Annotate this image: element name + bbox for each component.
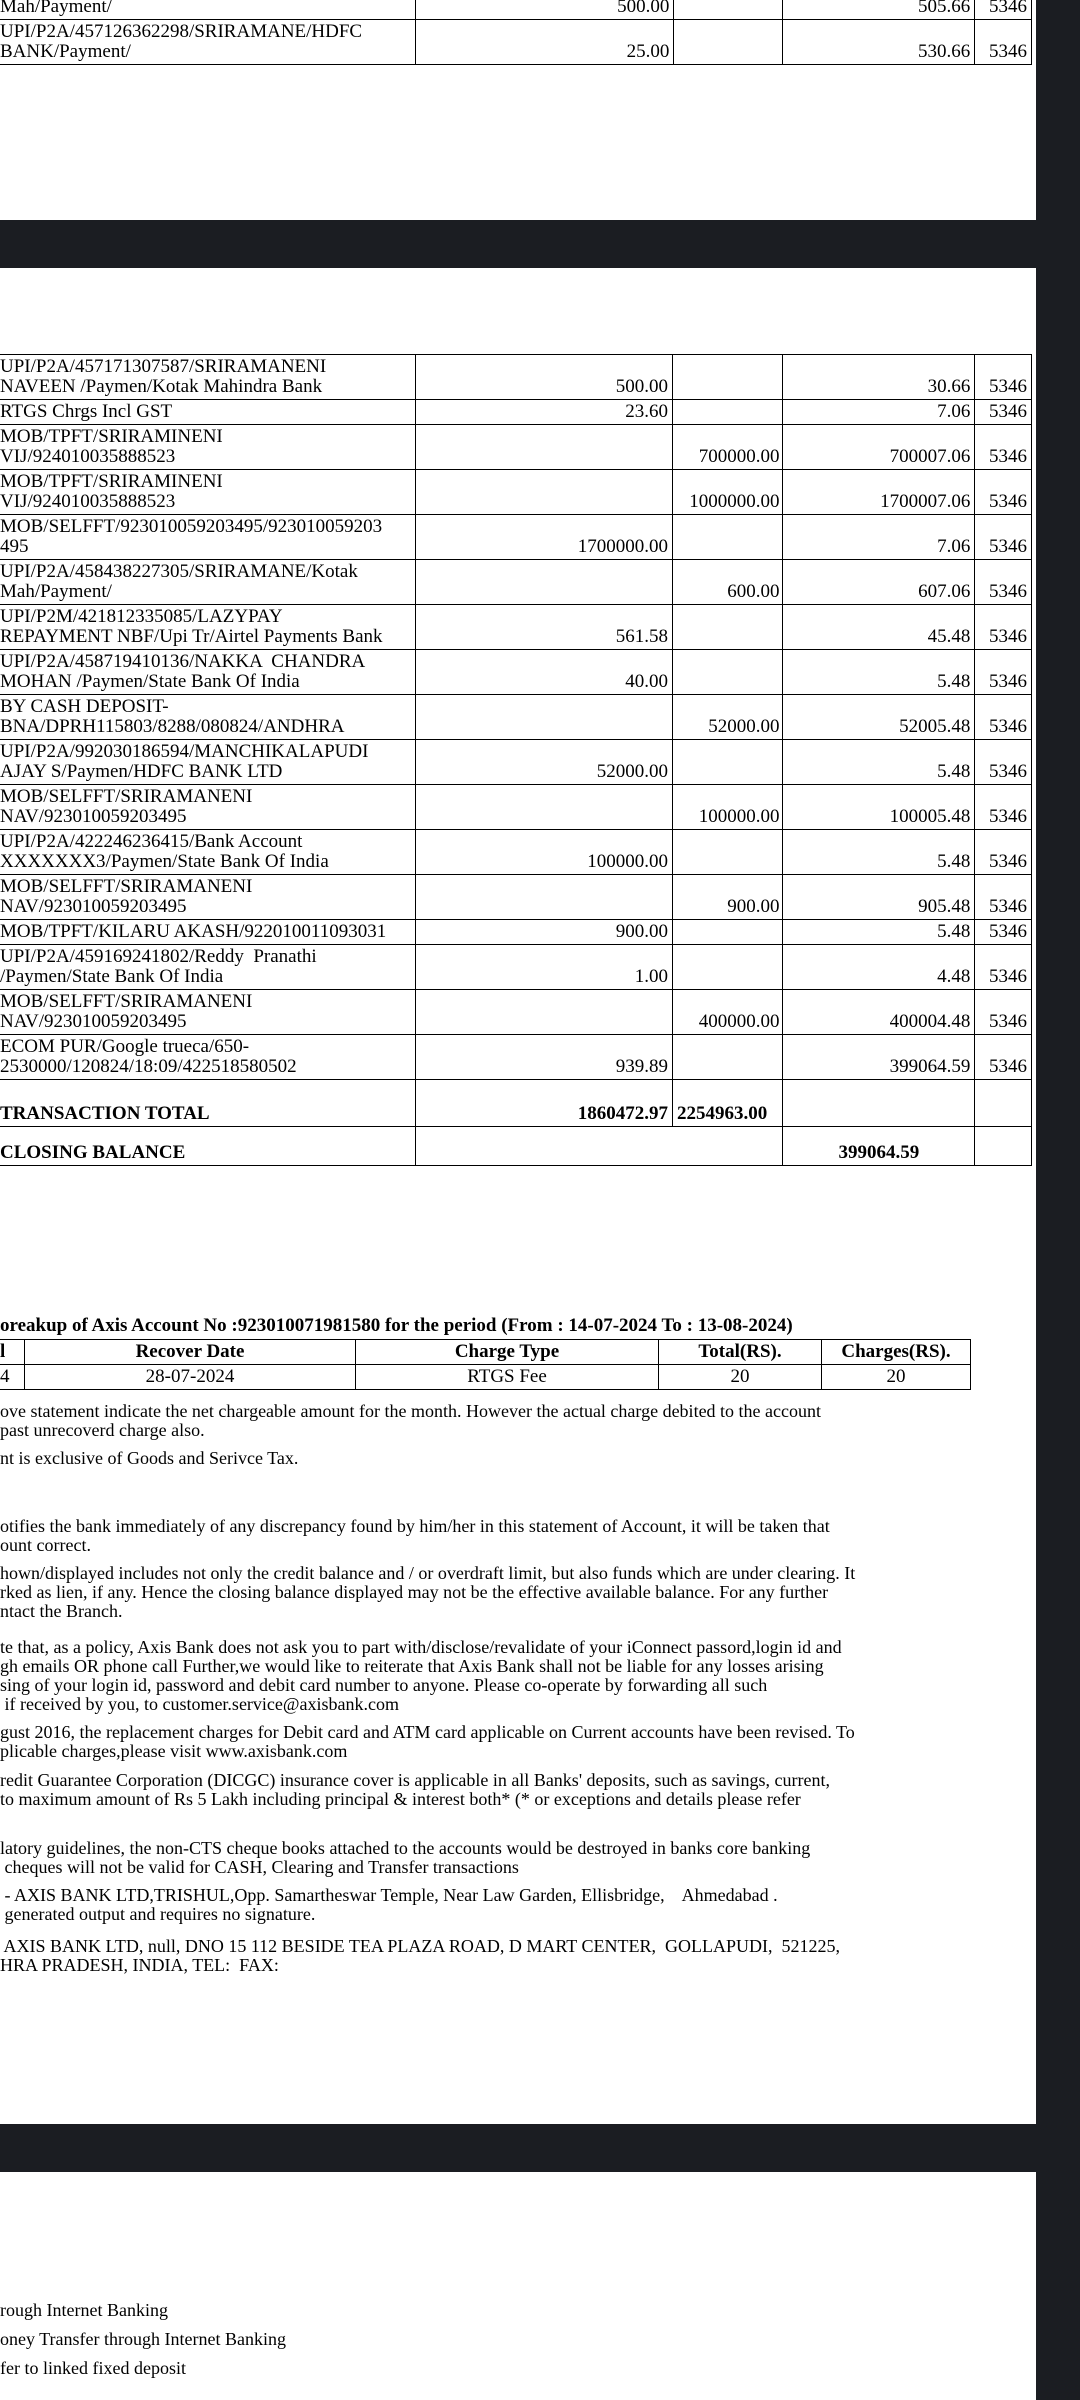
credit-amount: [674, 0, 782, 20]
transaction-row: [0, 1035, 1032, 1080]
transaction-row: [0, 425, 1032, 470]
credit-amount: [672, 1035, 782, 1080]
statement-note: gust 2016, the replacement charges for Debit card and ATM card applicable on Current accounts have been revised. To plicable charges,please visit www.axisbank.com: [0, 1722, 855, 1761]
credit-amount: 1000000.00: [672, 470, 782, 515]
credit-amount: [672, 515, 782, 560]
transaction-description: UPI/P2A/458719410136/NAKKA CHANDRA MOHAN /Paymen/State Bank Of India: [0, 650, 415, 695]
branch-code: 5346: [975, 0, 1032, 20]
statement-note: nt is exclusive of Goods and Serivce Tax.: [0, 1448, 299, 1468]
balance-amount: 4.48: [783, 945, 975, 990]
branch-code: 5346: [975, 605, 1032, 650]
credit-amount: 700000.00: [672, 425, 782, 470]
transaction-description: ECOM PUR/Google trueca/650- 2530000/120824/18:09/422518580502: [0, 1035, 415, 1080]
debit-amount: 561.58: [415, 605, 672, 650]
credit-amount: [672, 830, 782, 875]
credit-amount: [674, 20, 782, 65]
statement-note: hown/displayed includes not only the credit balance and / or overdraft limit, but also funds which are under clearing. It rked as lien, if any. Hence the closing balance displayed may not be the effective available balance. For any further ntact the Branch.: [0, 1563, 856, 1621]
transaction-row: [0, 20, 1032, 65]
transaction-description: UPI/P2A/458438227305/SRIRAMANE/Kotak Mah/Payment/: [0, 560, 415, 605]
branch-code: 5346: [975, 425, 1032, 470]
total-credit: 2254963.00: [672, 1080, 782, 1127]
transaction-row: [0, 695, 1032, 740]
transaction-description: MOB/SELFFT/SRIRAMANENI NAV/923010059203495: [0, 875, 415, 920]
debit-amount: 52000.00: [415, 740, 672, 785]
balance-amount: 45.48: [783, 605, 975, 650]
credit-amount: 100000.00: [672, 785, 782, 830]
closing-empty: [415, 1127, 672, 1166]
credit-amount: [672, 400, 782, 425]
charges-cell: 20: [822, 1365, 971, 1390]
service-line: oney Transfer through Internet Banking: [0, 2329, 286, 2349]
charges-header: Total(RS).: [659, 1340, 822, 1365]
statement-note: otifies the bank immediately of any discrepancy found by him/her in this statement of Account, it will be taken that ount correct.: [0, 1516, 830, 1555]
balance-amount: 505.66: [782, 0, 974, 20]
credit-amount: 600.00: [672, 560, 782, 605]
transaction-row: [0, 945, 1032, 990]
debit-amount: [415, 695, 672, 740]
charges-section-title: oreakup of Axis Account No :923010071981580 for the period (From : 14-07-2024 To : 13-08-2024): [0, 1315, 793, 1336]
debit-amount: 40.00: [415, 650, 672, 695]
total-balance-empty: [783, 1080, 975, 1127]
balance-amount: 5.48: [783, 830, 975, 875]
branch-code: 5346: [975, 400, 1032, 425]
transaction-description: UPI/P2M/421812335085/LAZYPAY REPAYMENT NBF/Upi Tr/Airtel Payments Bank: [0, 605, 415, 650]
branch-code: 5346: [975, 355, 1032, 400]
closing-label: CLOSING BALANCE: [0, 1127, 415, 1166]
transaction-description: MOB/SELFFT/923010059203495/923010059203 495: [0, 515, 415, 560]
branch-code: 5346: [975, 740, 1032, 785]
balance-amount: 607.06: [783, 560, 975, 605]
balance-amount: 7.06: [783, 400, 975, 425]
page-separator: [0, 220, 1036, 268]
transaction-row: [0, 400, 1032, 425]
transaction-row: [0, 0, 1032, 20]
balance-amount: 7.06: [783, 515, 975, 560]
closing-balance-value: 399064.59: [783, 1127, 975, 1166]
credit-amount: [672, 605, 782, 650]
balance-amount: 399064.59: [783, 1035, 975, 1080]
debit-amount: 1.00: [415, 945, 672, 990]
balance-amount: 700007.06: [783, 425, 975, 470]
statement-page-2: [0, 268, 1036, 2124]
debit-amount: [415, 785, 672, 830]
balance-amount: 100005.48: [783, 785, 975, 830]
statement-page-1: [0, 0, 1036, 220]
debit-amount: 500.00: [415, 355, 672, 400]
total-debit: 1860472.97: [415, 1080, 672, 1127]
credit-amount: [672, 740, 782, 785]
transaction-description: RTGS Chrgs Incl GST: [0, 400, 415, 425]
balance-amount: 30.66: [783, 355, 975, 400]
statement-note: ove statement indicate the net chargeable amount for the month. However the actual charge debited to the account past unrecoverd charge also.: [0, 1401, 822, 1440]
credit-amount: [672, 945, 782, 990]
transaction-description: UPI/P2A/992030186594/MANCHIKALAPUDI AJAY S/Paymen/HDFC BANK LTD: [0, 740, 415, 785]
transaction-row: [0, 560, 1032, 605]
debit-amount: 23.60: [415, 400, 672, 425]
transactions-table: [0, 354, 1032, 1166]
transaction-description: UPI/P2A/422246236415/Bank Account XXXXXXX3/Paymen/State Bank Of India: [0, 830, 415, 875]
closing-balance-row: [0, 1127, 1032, 1166]
debit-amount: [415, 875, 672, 920]
credit-amount: 52000.00: [672, 695, 782, 740]
branch-code: 5346: [975, 650, 1032, 695]
balance-amount: 1700007.06: [783, 470, 975, 515]
branch-code: 5346: [975, 785, 1032, 830]
credit-amount: 400000.00: [672, 990, 782, 1035]
charges-cell: 20: [659, 1365, 822, 1390]
branch-code: 5346: [975, 20, 1032, 65]
charges-row: [0, 1365, 971, 1390]
branch-code: 5346: [975, 470, 1032, 515]
balance-amount: 400004.48: [783, 990, 975, 1035]
transaction-row: [0, 875, 1032, 920]
charges-header: Charges(RS).: [822, 1340, 971, 1365]
debit-amount: [415, 560, 672, 605]
transaction-row: [0, 515, 1032, 560]
service-line: rough Internet Banking: [0, 2300, 168, 2320]
debit-amount: 939.89: [415, 1035, 672, 1080]
debit-amount: 900.00: [415, 920, 672, 945]
statement-note: - AXIS BANK LTD,TRISHUL,Opp. Samartheswar Temple, Near Law Garden, Ellisbridge, Ahmedabad . generated output and requires no signature.: [4, 1885, 778, 1924]
balance-amount: 530.66: [782, 20, 974, 65]
balance-amount: 52005.48: [783, 695, 975, 740]
charges-header: Recover Date: [25, 1340, 356, 1365]
transaction-row: [0, 470, 1032, 515]
transaction-description: UPI/P2A/457126362298/SRIRAMANE/HDFC BANK/Payment/: [0, 20, 415, 65]
transaction-description: MOB/SELFFT/SRIRAMANENI NAV/923010059203495: [0, 990, 415, 1035]
charges-table: [0, 1339, 971, 1390]
credit-amount: 900.00: [672, 875, 782, 920]
balance-amount: 5.48: [783, 740, 975, 785]
charges-cell: 28-07-2024: [25, 1365, 356, 1390]
branch-code: 5346: [975, 830, 1032, 875]
credit-amount: [672, 920, 782, 945]
transaction-description: MOB/TPFT/SRIRAMINENI VIJ/924010035888523: [0, 470, 415, 515]
branch-code: 5346: [975, 920, 1032, 945]
branch-code: 5346: [975, 695, 1032, 740]
transaction-row: [0, 785, 1032, 830]
debit-amount: 25.00: [415, 20, 674, 65]
transaction-description: MOB/TPFT/KILARU AKASH/922010011093031: [0, 920, 415, 945]
transaction-description: UPI/P2A/459169241802/Reddy Pranathi /Paymen/State Bank Of India: [0, 945, 415, 990]
debit-amount: 1700000.00: [415, 515, 672, 560]
statement-note: latory guidelines, the non-CTS cheque books attached to the accounts would be destroyed in banks core banking cheques will not be valid for CASH, Clearing and Transfer transactions: [0, 1838, 811, 1877]
page-separator: [0, 2124, 1036, 2172]
statement-note: redit Guarantee Corporation (DICGC) insurance cover is applicable in all Banks' deposits, such as savings, current, to maximum amount of Rs 5 Lakh including principal & interest both* (* or exceptions and details please refer: [0, 1770, 831, 1809]
debit-amount: [415, 990, 672, 1035]
closing-empty: [672, 1127, 782, 1166]
transaction-row: [0, 920, 1032, 945]
closing-branch-empty: [975, 1127, 1032, 1166]
debit-amount: 100000.00: [415, 830, 672, 875]
branch-code: 5346: [975, 1035, 1032, 1080]
charges-header: Charge Type: [356, 1340, 659, 1365]
transaction-row: [0, 830, 1032, 875]
total-branch-empty: [975, 1080, 1032, 1127]
credit-amount: [672, 650, 782, 695]
transaction-total-row: [0, 1080, 1032, 1127]
charges-header-row: [0, 1340, 971, 1365]
charges-header: l: [0, 1340, 25, 1365]
debit-amount: [415, 425, 672, 470]
branch-code: 5346: [975, 990, 1032, 1035]
transaction-row: [0, 605, 1032, 650]
debit-amount: [415, 470, 672, 515]
branch-code: 5346: [975, 875, 1032, 920]
service-line: fer to linked fixed deposit: [0, 2358, 186, 2378]
statement-page-3: [0, 2172, 1036, 2400]
transactions-table: [0, 0, 1032, 65]
transaction-row: [0, 650, 1032, 695]
branch-code: 5346: [975, 945, 1032, 990]
debit-amount: 500.00: [415, 0, 674, 20]
credit-amount: [672, 355, 782, 400]
transaction-description: UPI/P2A/457171307587/SRIRAMANENI NAVEEN /Paymen/Kotak Mahindra Bank: [0, 355, 415, 400]
transaction-row: [0, 740, 1032, 785]
right-dark-margin: [1036, 0, 1080, 2400]
statement-note: AXIS BANK LTD, null, DNO 15 112 BESIDE TEA PLAZA ROAD, D MART CENTER, GOLLAPUDI, 521225, HRA PRADESH, INDIA, TEL: FAX:: [0, 1936, 840, 1975]
balance-amount: 5.48: [783, 920, 975, 945]
transaction-row: [0, 990, 1032, 1035]
total-label: TRANSACTION TOTAL: [0, 1080, 415, 1127]
transaction-description: Mah/Payment/: [0, 0, 415, 20]
transaction-description: MOB/SELFFT/SRIRAMANENI NAV/923010059203495: [0, 785, 415, 830]
charges-cell: 4: [0, 1365, 25, 1390]
transaction-description: MOB/TPFT/SRIRAMINENI VIJ/924010035888523: [0, 425, 415, 470]
statement-note: te that, as a policy, Axis Bank does not ask you to part with/disclose/revalidate of your iConnect passord,login id and gh emails OR phone call Further,we would like to reiterate that Axis Bank shall not be liable for any losses arising sing of your login id, password and debit card number to anyone. Please co-operate by forwarding all such if received by you, to customer.service@axisbank.com: [0, 1637, 842, 1714]
balance-amount: 905.48: [783, 875, 975, 920]
branch-code: 5346: [975, 515, 1032, 560]
transaction-row: [0, 355, 1032, 400]
transaction-description: BY CASH DEPOSIT- BNA/DPRH115803/8288/080824/ANDHRA: [0, 695, 415, 740]
branch-code: 5346: [975, 560, 1032, 605]
charges-cell: RTGS Fee: [356, 1365, 659, 1390]
balance-amount: 5.48: [783, 650, 975, 695]
